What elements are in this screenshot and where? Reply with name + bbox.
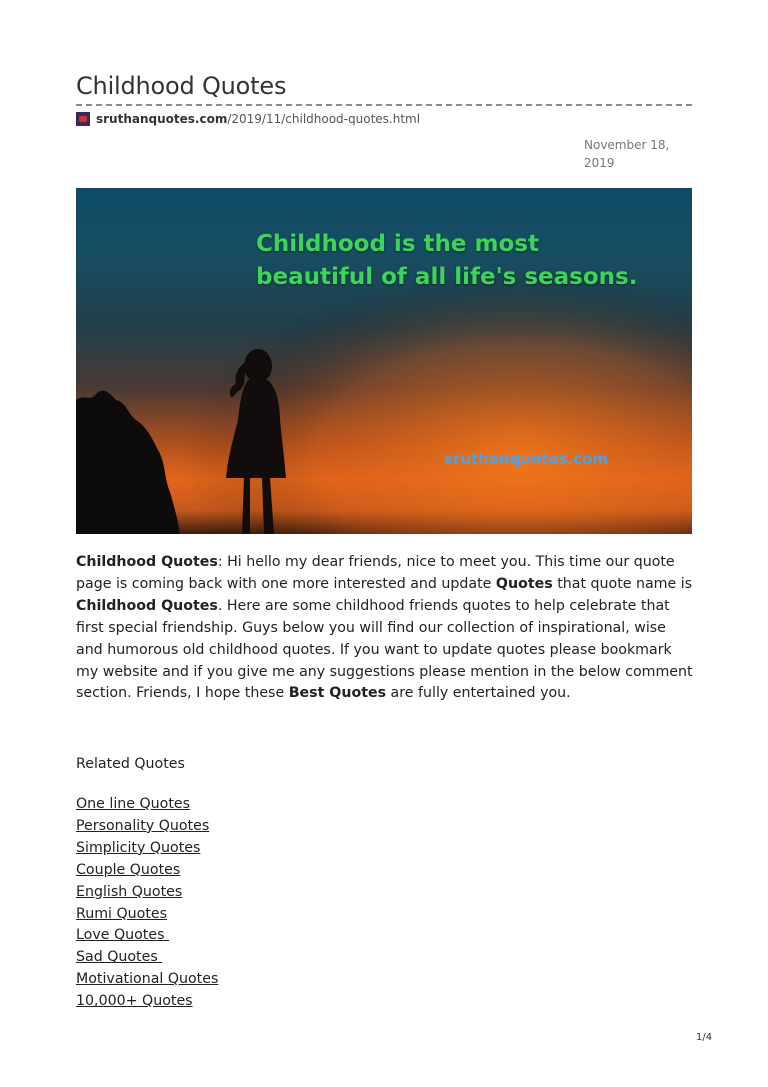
- source-domain: sruthanquotes.com: [96, 112, 228, 126]
- intro-text-3: . Here are some childhood friends quotes to help celebrate that first special friendship. Guys below you will find our collection of inspirational, wise and humorous old childhood quotes. If you want to update quotes please bookmark my website and if you give me any suggestions please mention in the below comment section. Friends, I hope these: [76, 597, 693, 702]
- list-item: [76, 860, 218, 882]
- intro-bold-lead: Childhood Quotes: [76, 554, 218, 570]
- hero-watermark: sruthanquotes.com: [444, 450, 609, 468]
- related-quotes-heading: Related Quotes: [76, 756, 185, 772]
- list-item: [76, 882, 218, 904]
- list-item: [76, 991, 218, 1013]
- source-path: /2019/11/childhood-quotes.html: [227, 112, 421, 126]
- related-link-simplicity[interactable]: Simplicity Quotes: [76, 839, 201, 856]
- intro-text-2: that quote name is: [552, 575, 693, 592]
- hero-image: [76, 188, 692, 534]
- hero-quote-line-1: Childhood is the most: [256, 231, 539, 257]
- related-link-love[interactable]: Love Quotes: [76, 927, 170, 944]
- related-link-english[interactable]: English Quotes: [76, 883, 183, 900]
- related-link-personality[interactable]: Personality Quotes: [76, 817, 210, 834]
- related-link-rumi[interactable]: Rumi Quotes: [76, 905, 168, 922]
- post-date: November 18, 2019: [584, 138, 670, 170]
- page-number: 1/4: [696, 1032, 713, 1043]
- intro-bold-quotes: Quotes: [495, 575, 553, 592]
- site-favicon-icon: [76, 112, 90, 126]
- related-link-sad[interactable]: Sad Quotes: [76, 949, 163, 966]
- hero-quote-line-2: beautiful of all life's seasons.: [256, 264, 638, 290]
- related-link-one-line[interactable]: One line Quotes: [76, 796, 191, 812]
- dashed-divider: [76, 104, 692, 106]
- intro-paragraph: [76, 552, 696, 705]
- list-item: [76, 904, 218, 926]
- intro-text-1: : Hi hello my dear friends, nice to meet you. This time our quote page is coming back with one more interested and update: [76, 554, 675, 592]
- list-item: [76, 794, 218, 816]
- intro-bold-best: Best Quotes: [288, 685, 387, 702]
- related-quotes-list: [76, 794, 218, 1013]
- related-link-10000[interactable]: 10,000+ Quotes: [76, 993, 193, 1010]
- list-item: [76, 838, 218, 860]
- list-item: [76, 816, 218, 838]
- related-link-motivational[interactable]: Motivational Quotes: [76, 971, 219, 988]
- list-item: [76, 947, 218, 969]
- list-item: [76, 969, 218, 991]
- list-item: [76, 925, 218, 947]
- page-title: Childhood Quotes: [76, 72, 287, 100]
- intro-text-4: are fully entertained you.: [386, 685, 571, 702]
- related-link-couple[interactable]: Couple Quotes: [76, 861, 181, 878]
- intro-bold-childhood: Childhood Quotes: [76, 597, 218, 614]
- source-url[interactable]: [76, 112, 420, 126]
- hero-quote: [256, 228, 637, 294]
